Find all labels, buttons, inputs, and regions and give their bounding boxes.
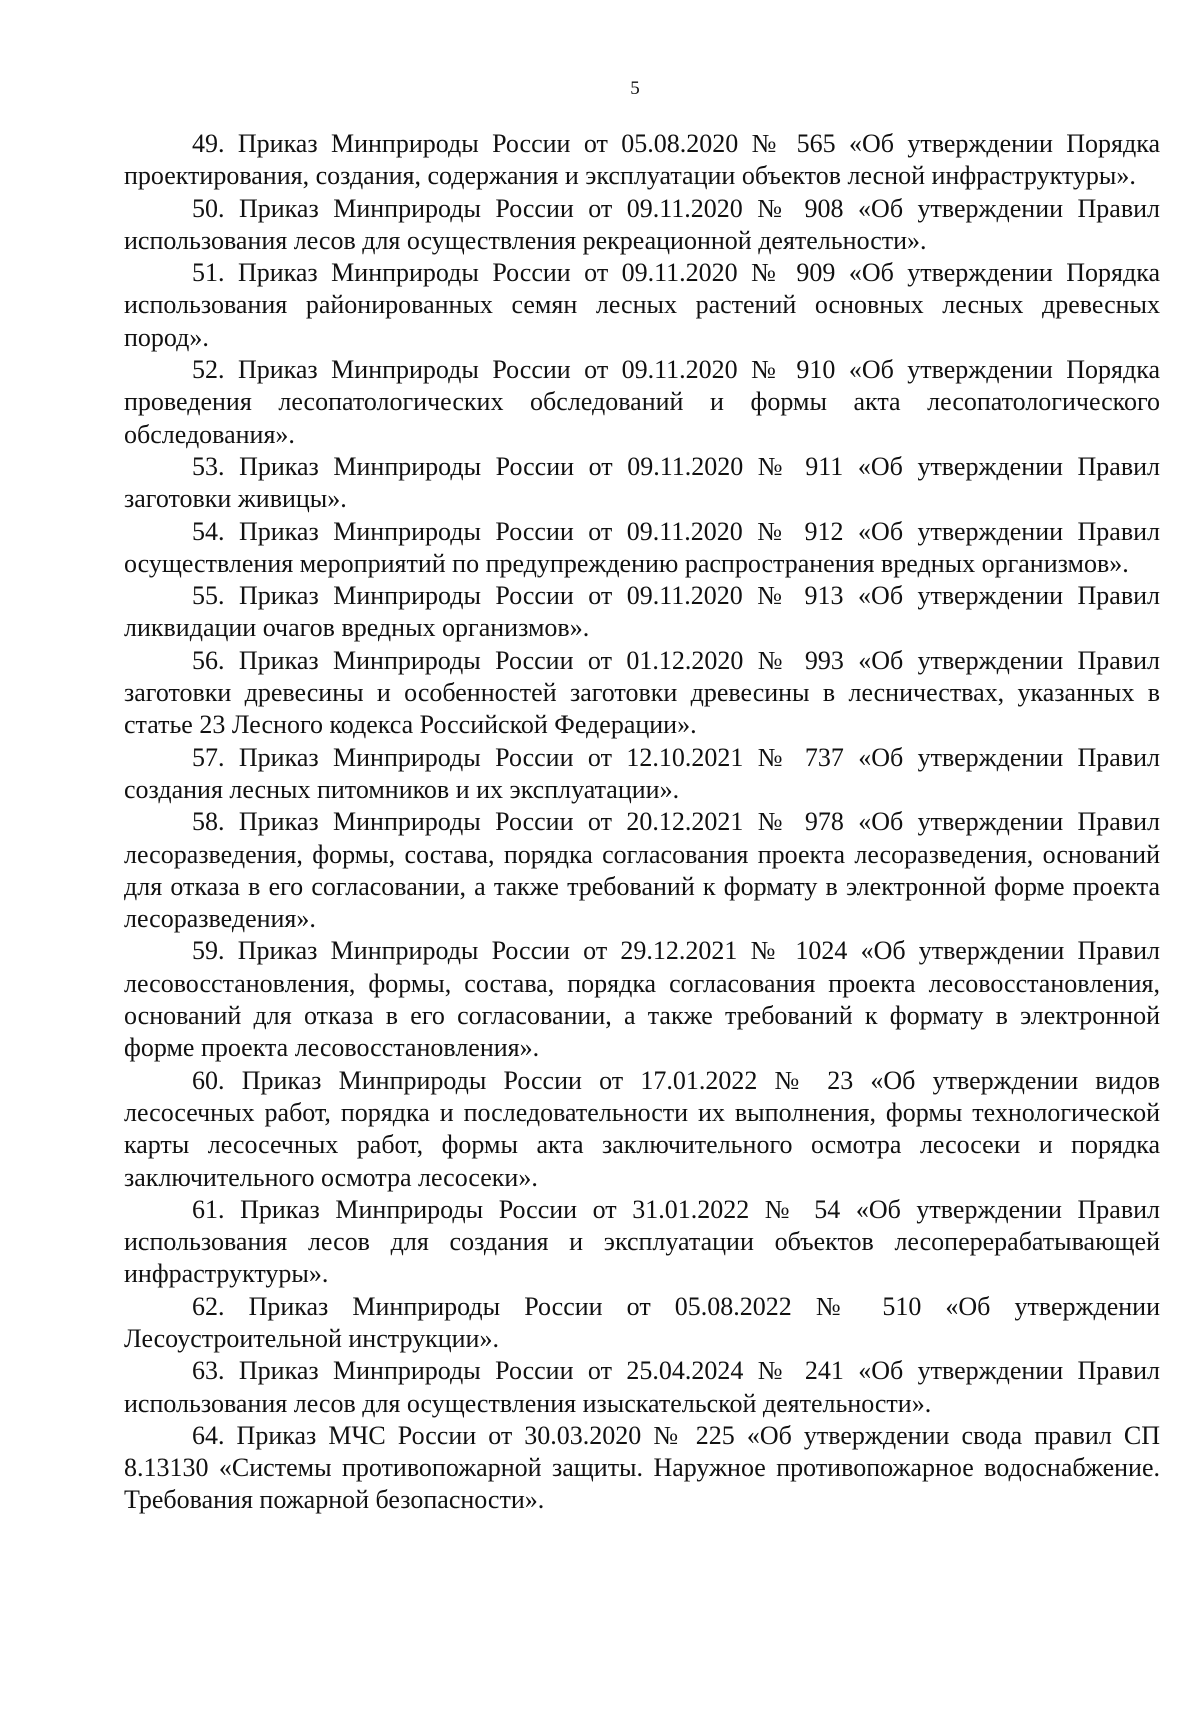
list-item: 58. Приказ Минприроды России от 20.12.2021 № 978 «Об утверждении Правил лесоразведения, формы, состава, порядка согласования проекта лесоразведения, оснований для отказа в его согласовании, а также требований к формату в электронной форме проекта лесоразведения».: [124, 807, 1160, 934]
page-number: 5: [630, 78, 640, 99]
list-item: 49. Приказ Минприроды России от 05.08.2020 № 565 «Об утверждении Порядка проектирования, создания, содержания и эксплуатации объектов лесной инфраструктуры».: [124, 129, 1160, 191]
list-item: 56. Приказ Минприроды России от 01.12.2020 № 993 «Об утверждении Правил заготовки древесины и особенностей заготовки древесины в лесничествах, указанных в статье 23 Лесного кодекса Российской Федерации».: [124, 645, 1160, 740]
list-item: 61. Приказ Минприроды России от 31.01.2022 № 54 «Об утверждении Правил использования лесов для создания и эксплуатации объектов лесоперерабатывающей инфраструктуры».: [124, 1194, 1160, 1289]
list-item: 64. Приказ МЧС России от 30.03.2020 № 225 «Об утверждении свода правил СП 8.13130 «Системы противопожарной защиты. Наружное противопожарное водоснабжение. Требования пожарной безопасности».: [124, 1420, 1160, 1515]
list-item: 57. Приказ Минприроды России от 12.10.2021 № 737 «Об утверждении Правил создания лесных питомников и их эксплуатации».: [124, 742, 1160, 804]
list-item: 52. Приказ Минприроды России от 09.11.2020 № 910 «Об утверждении Порядка проведения лесопатологических обследований и формы акта лесопатологического обследования».: [124, 355, 1160, 449]
list-item: 55. Приказ Минприроды России от 09.11.2020 № 913 «Об утверждении Правил ликвидации очагов вредных организмов».: [124, 581, 1160, 643]
list-item: 54. Приказ Минприроды России от 09.11.2020 № 912 «Об утверждении Правил осуществления мероприятий по предупреждению распространения вредных организмов».: [124, 516, 1160, 578]
list-item: 63. Приказ Минприроды России от 25.04.2024 № 241 «Об утверждении Правил использования лесов для осуществления изыскательской деятельности».: [124, 1356, 1160, 1418]
list-item: 62. Приказ Минприроды России от 05.08.2022 № 510 «Об утверждении Лесоустроительной инструкции».: [124, 1291, 1160, 1353]
list-item: 50. Приказ Минприроды России от 09.11.2020 № 908 «Об утверждении Правил использования лесов для осуществления рекреационной деятельности».: [124, 193, 1160, 255]
list-item: 60. Приказ Минприроды России от 17.01.2022 № 23 «Об утверждении видов лесосечных работ, порядка и последовательности их выполнения, формы технологической карты лесосечных работ, формы акта заключительного осмотра лесосеки и порядка заключительного осмотра лесосеки».: [124, 1065, 1160, 1192]
list-item: 59. Приказ Минприроды России от 29.12.2021 № 1024 «Об утверждении Правил лесовосстановления, формы, состава, порядка согласования проекта лесовосстановления, оснований для отказа в его согласовании, а также требований к формату в электронной форме проекта лесовосстановления».: [124, 936, 1160, 1063]
list-item: 51. Приказ Минприроды России от 09.11.2020 № 909 «Об утверждении Порядка использования районированных семян лесных растений основных лесных древесных пород».: [124, 258, 1160, 352]
list-item: 53. Приказ Минприроды России от 09.11.2020 № 911 «Об утверждении Правил заготовки живицы».: [124, 451, 1160, 514]
regulation-list: [124, 128, 1160, 1517]
